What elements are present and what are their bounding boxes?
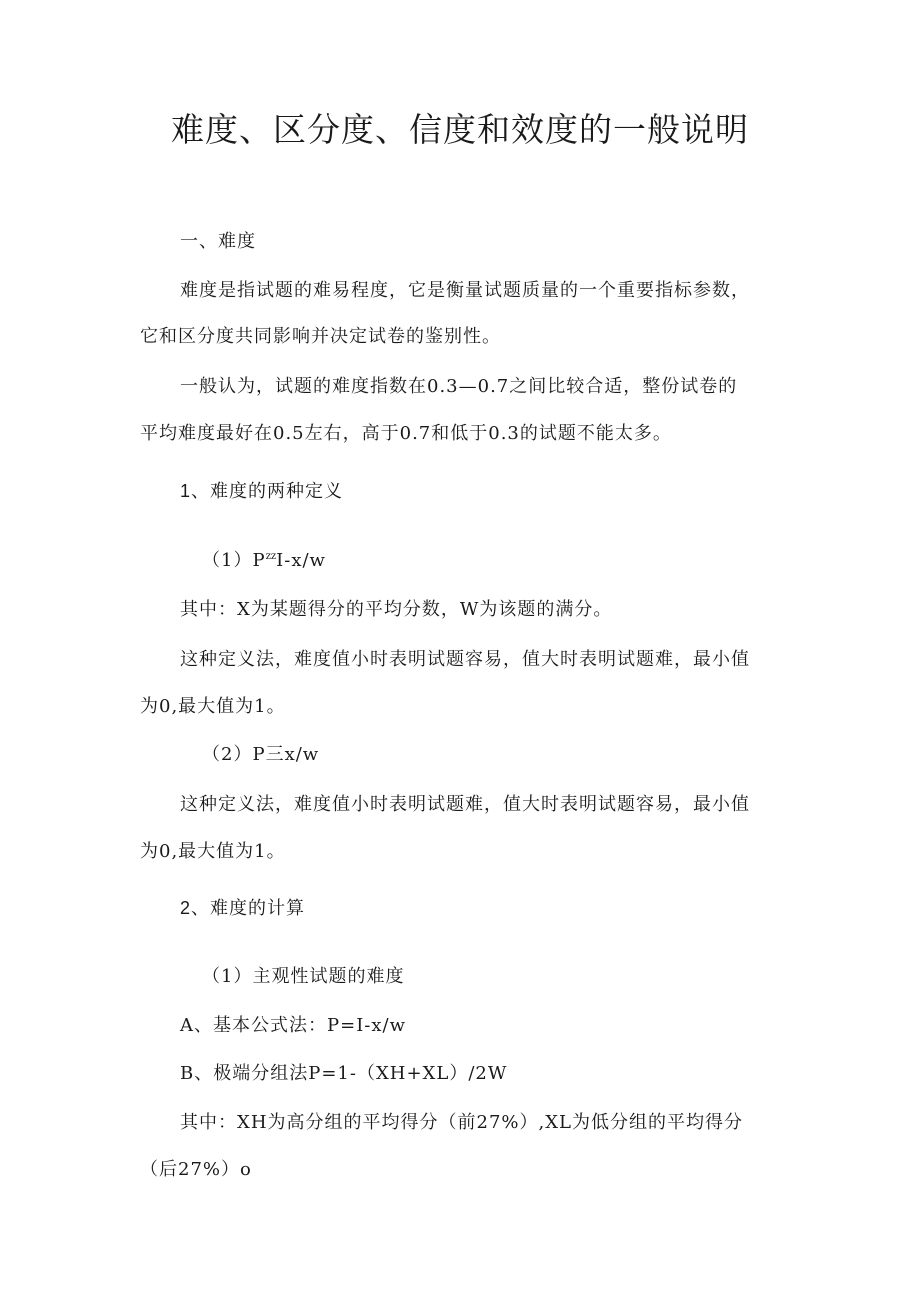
paragraph-range-line1: 一般认为，试题的难度指数在0.3—0.7之间比较合适，整份试卷的 bbox=[180, 376, 738, 397]
paragraph-method-note-line2: （后27%）o bbox=[140, 1159, 252, 1180]
paragraph-def1-note: 其中：X为某题得分的平均分数，W为该题的满分。 bbox=[180, 599, 613, 620]
document-title: 难度、区分度、信度和效度的一般说明 bbox=[171, 110, 749, 149]
paragraph-range-line2: 平均难度最好在0.5左右，高于0.7和低于0.3的试题不能太多。 bbox=[140, 423, 672, 444]
formula-definition-2: （2）P三x/w bbox=[202, 744, 320, 765]
paragraph-def1-explain-line2: 为0,最大值为1。 bbox=[140, 696, 286, 717]
formula-def1-suffix: I-x/w bbox=[276, 550, 326, 571]
paragraph-def2-explain-line1: 这种定义法，难度值小时表明试题难，值大时表明试题容易，最小值 bbox=[180, 794, 750, 815]
subsection-heading-calculation: 2、难度的计算 bbox=[180, 898, 306, 918]
paragraph-method-note-line1: 其中：XH为高分组的平均得分（前27%）,XL为低分组的平均得分 bbox=[180, 1112, 744, 1133]
formula-def1-prefix: （1）P bbox=[202, 550, 266, 571]
formula-def1-superscript: zz bbox=[265, 551, 277, 562]
paragraph-def1-explain-line1: 这种定义法，难度值小时表明试题容易，值大时表明试题难，最小值 bbox=[180, 649, 750, 670]
paragraph-def2-explain-line2: 为0,最大值为1。 bbox=[140, 841, 286, 862]
method-a-formula: A、基本公式法：P=I-x/w bbox=[180, 1015, 407, 1036]
method-b-formula: B、极端分组法P=1-（XH+XL）/2W bbox=[180, 1063, 508, 1084]
paragraph-intro-line1: 难度是指试题的难易程度，它是衡量试题质量的一个重要指标参数， bbox=[180, 280, 750, 301]
formula-definition-1 bbox=[202, 552, 326, 570]
paragraph-intro-line2: 它和区分度共同影响并决定试卷的鉴别性。 bbox=[140, 326, 501, 347]
subheading-subjective-difficulty: （1）主观性试题的难度 bbox=[202, 966, 405, 987]
section-heading-difficulty: 一、难度 bbox=[180, 231, 256, 252]
subsection-heading-definitions: 1、难度的两种定义 bbox=[180, 481, 344, 501]
